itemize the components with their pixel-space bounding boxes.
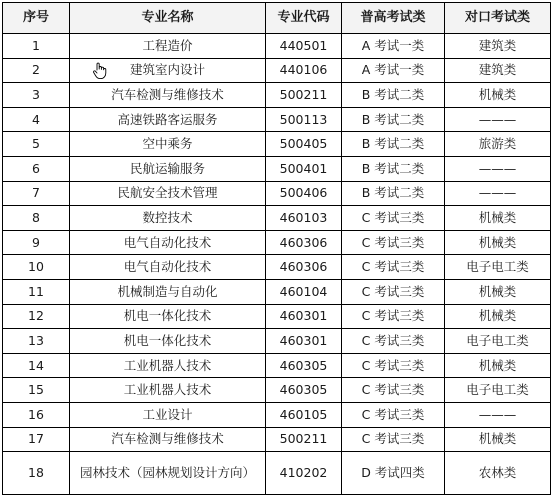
cell-general: C 考试三类 bbox=[342, 402, 445, 427]
cell-vocational: ——— bbox=[445, 156, 551, 181]
cell-code: 460301 bbox=[266, 304, 342, 329]
table-row bbox=[3, 230, 551, 255]
cell-name: 空中乘务 bbox=[70, 132, 266, 157]
cell-vocational: 机械类 bbox=[445, 304, 551, 329]
cell-no: 18 bbox=[3, 452, 70, 495]
cell-vocational: 机械类 bbox=[445, 279, 551, 304]
cell-no: 1 bbox=[3, 34, 70, 59]
table-row bbox=[3, 34, 551, 59]
cell-general: A 考试一类 bbox=[342, 34, 445, 59]
cell-code: 460305 bbox=[266, 353, 342, 378]
header-vocational-exam: 对口考试类 bbox=[445, 3, 551, 34]
table-row bbox=[3, 206, 551, 231]
cell-code: 460306 bbox=[266, 230, 342, 255]
cell-name: 数控技术 bbox=[70, 206, 266, 231]
cell-general: A 考试一类 bbox=[342, 58, 445, 83]
table-row bbox=[3, 427, 551, 452]
cell-no: 9 bbox=[3, 230, 70, 255]
table-row bbox=[3, 83, 551, 108]
cell-name: 民航安全技术管理 bbox=[70, 181, 266, 206]
cell-no: 7 bbox=[3, 181, 70, 206]
cell-name: 工业设计 bbox=[70, 402, 266, 427]
majors-table bbox=[2, 2, 551, 495]
cell-no: 2 bbox=[3, 58, 70, 83]
cell-no: 4 bbox=[3, 107, 70, 132]
cell-name: 高速铁路客运服务 bbox=[70, 107, 266, 132]
table-row bbox=[3, 402, 551, 427]
cell-general: C 考试三类 bbox=[342, 353, 445, 378]
cell-vocational: ——— bbox=[445, 402, 551, 427]
cell-no: 17 bbox=[3, 427, 70, 452]
cell-no: 3 bbox=[3, 83, 70, 108]
cell-general: C 考试三类 bbox=[342, 304, 445, 329]
cell-name: 机电一体化技术 bbox=[70, 304, 266, 329]
cell-code: 500405 bbox=[266, 132, 342, 157]
cell-vocational: 电子电工类 bbox=[445, 329, 551, 354]
cell-code: 460305 bbox=[266, 378, 342, 403]
cell-vocational: 机械类 bbox=[445, 206, 551, 231]
cell-code: 500211 bbox=[266, 83, 342, 108]
table-row bbox=[3, 156, 551, 181]
header-code: 专业代码 bbox=[266, 3, 342, 34]
cell-no: 13 bbox=[3, 329, 70, 354]
cell-general: B 考试二类 bbox=[342, 181, 445, 206]
cell-name: 机电一体化技术 bbox=[70, 329, 266, 354]
table-row bbox=[3, 279, 551, 304]
cell-vocational: 建筑类 bbox=[445, 34, 551, 59]
cell-code: 440106 bbox=[266, 58, 342, 83]
cell-code: 440501 bbox=[266, 34, 342, 59]
cell-vocational: 机械类 bbox=[445, 353, 551, 378]
cell-no: 16 bbox=[3, 402, 70, 427]
cell-name: 民航运输服务 bbox=[70, 156, 266, 181]
cell-no: 14 bbox=[3, 353, 70, 378]
table-row bbox=[3, 107, 551, 132]
cell-vocational: 机械类 bbox=[445, 230, 551, 255]
table-row bbox=[3, 181, 551, 206]
cell-code: 500401 bbox=[266, 156, 342, 181]
cell-code: 500211 bbox=[266, 427, 342, 452]
cell-code: 460104 bbox=[266, 279, 342, 304]
table-row bbox=[3, 132, 551, 157]
cell-vocational: 农林类 bbox=[445, 452, 551, 495]
cell-general: B 考试二类 bbox=[342, 156, 445, 181]
cell-no: 12 bbox=[3, 304, 70, 329]
cell-name bbox=[70, 58, 266, 83]
cell-no: 8 bbox=[3, 206, 70, 231]
table-header-row bbox=[3, 3, 551, 34]
cell-no: 11 bbox=[3, 279, 70, 304]
table-row bbox=[3, 255, 551, 280]
cell-vocational: 机械类 bbox=[445, 83, 551, 108]
header-general-exam: 普高考试类 bbox=[342, 3, 445, 34]
header-no: 序号 bbox=[3, 3, 70, 34]
cell-vocational: ——— bbox=[445, 181, 551, 206]
cell-vocational: ——— bbox=[445, 107, 551, 132]
cell-vocational: 建筑类 bbox=[445, 58, 551, 83]
table-row bbox=[3, 378, 551, 403]
cell-general: C 考试三类 bbox=[342, 329, 445, 354]
cell-name-text: 建筑室内设计 bbox=[129, 62, 205, 78]
cell-vocational: 电子电工类 bbox=[445, 255, 551, 280]
table-row bbox=[3, 304, 551, 329]
cell-name: 汽车检测与维修技术 bbox=[70, 427, 266, 452]
cell-code: 410202 bbox=[266, 452, 342, 495]
cell-vocational: 机械类 bbox=[445, 427, 551, 452]
cell-general: B 考试二类 bbox=[342, 83, 445, 108]
cell-code: 500113 bbox=[266, 107, 342, 132]
cell-general: C 考试三类 bbox=[342, 206, 445, 231]
cell-code: 460301 bbox=[266, 329, 342, 354]
table-row bbox=[3, 353, 551, 378]
cell-general: C 考试三类 bbox=[342, 427, 445, 452]
cell-code: 460105 bbox=[266, 402, 342, 427]
cell-name: 汽车检测与维修技术 bbox=[70, 83, 266, 108]
cell-name: 电气自动化技术 bbox=[70, 230, 266, 255]
table-row bbox=[3, 58, 551, 83]
cell-general: C 考试三类 bbox=[342, 378, 445, 403]
cell-vocational: 电子电工类 bbox=[445, 378, 551, 403]
cell-code: 500406 bbox=[266, 181, 342, 206]
cell-general: D 考试四类 bbox=[342, 452, 445, 495]
cell-name: 工业机器人技术 bbox=[70, 378, 266, 403]
header-name: 专业名称 bbox=[70, 3, 266, 34]
cell-general: C 考试三类 bbox=[342, 279, 445, 304]
cell-general: C 考试三类 bbox=[342, 230, 445, 255]
cell-name: 园林技术（园林规划设计方向） bbox=[70, 452, 266, 495]
cell-name: 工程造价 bbox=[70, 34, 266, 59]
cell-name: 机械制造与自动化 bbox=[70, 279, 266, 304]
table-row bbox=[3, 452, 551, 495]
cell-code: 460306 bbox=[266, 255, 342, 280]
table-row bbox=[3, 329, 551, 354]
cell-name: 电气自动化技术 bbox=[70, 255, 266, 280]
cell-no: 6 bbox=[3, 156, 70, 181]
cell-code: 460103 bbox=[266, 206, 342, 231]
cell-vocational: 旅游类 bbox=[445, 132, 551, 157]
cell-no: 15 bbox=[3, 378, 70, 403]
cell-general: B 考试二类 bbox=[342, 107, 445, 132]
cell-no: 5 bbox=[3, 132, 70, 157]
cell-general: C 考试三类 bbox=[342, 255, 445, 280]
cell-general: B 考试二类 bbox=[342, 132, 445, 157]
hand-pointer-icon bbox=[92, 62, 108, 80]
cell-no: 10 bbox=[3, 255, 70, 280]
cell-name: 工业机器人技术 bbox=[70, 353, 266, 378]
